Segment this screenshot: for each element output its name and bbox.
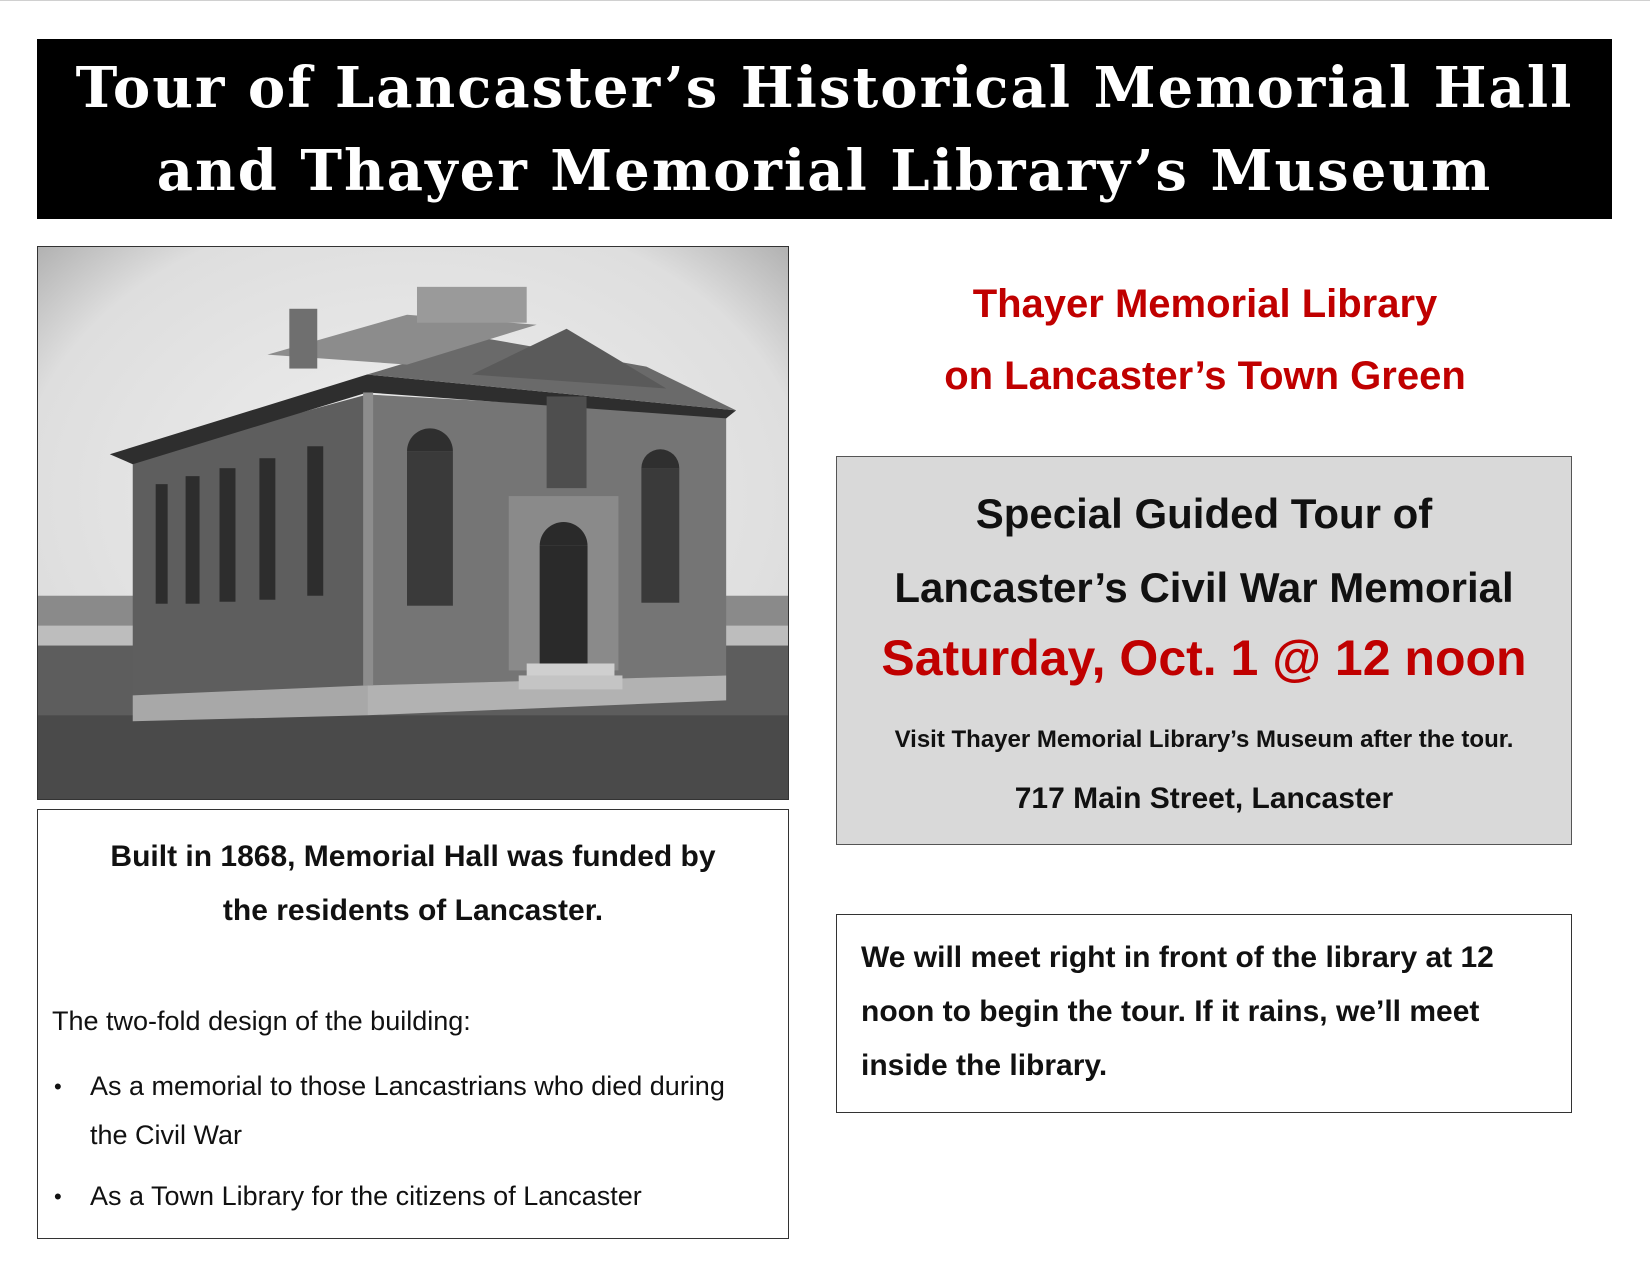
meeting-info-box	[836, 914, 1572, 1113]
tour-heading	[837, 477, 1571, 625]
built-line-1: Built in 1868, Memorial Hall was funded by	[110, 840, 716, 873]
building-info-box	[37, 809, 789, 1239]
title-banner	[37, 39, 1612, 219]
built-line-2: the residents of Lancaster.	[222, 894, 604, 927]
bullet-icon: •	[54, 1184, 62, 1209]
banner-title-line-2: and Thayer Memorial Library’s Museum	[156, 138, 1493, 204]
built-in-1868-text	[38, 830, 788, 938]
top-rule	[0, 0, 1650, 1]
tour-date: Saturday, Oct. 1 @ 12 noon	[881, 630, 1527, 686]
tour-heading-line-2: Lancaster’s Civil War Memorial	[894, 564, 1514, 611]
library-heading	[840, 268, 1570, 412]
building-illustration	[38, 247, 788, 799]
design-heading: The two-fold design of the building:	[52, 1006, 471, 1036]
tour-details-box	[836, 456, 1572, 845]
memorial-hall-photo	[37, 246, 789, 800]
tour-heading-line-1: Special Guided Tour of	[975, 490, 1433, 537]
bullet-text: As a Town Library for the citizens of Lancaster	[90, 1181, 642, 1211]
museum-visit-note: Visit Thayer Memorial Library’s Museum after the tour.	[894, 726, 1514, 753]
bullet-text: As a memorial to those Lancastrians who died during the Civil War	[90, 1071, 725, 1150]
list-item	[52, 1062, 767, 1160]
library-heading-line-2: on Lancaster’s Town Green	[944, 354, 1466, 398]
library-heading-line-1: Thayer Memorial Library	[972, 282, 1438, 326]
bullet-icon: •	[54, 1074, 62, 1099]
library-address: 717 Main Street, Lancaster	[1014, 782, 1394, 815]
list-item	[52, 1172, 767, 1221]
design-bullet-list	[52, 1062, 767, 1233]
meeting-instructions: We will meet right in front of the library at 12 noon to begin the tour. If it rains, we’ll meet inside the library.	[861, 941, 1494, 1082]
banner-title-line-1: Tour of Lancaster’s Historical Memorial Hall	[75, 55, 1574, 121]
